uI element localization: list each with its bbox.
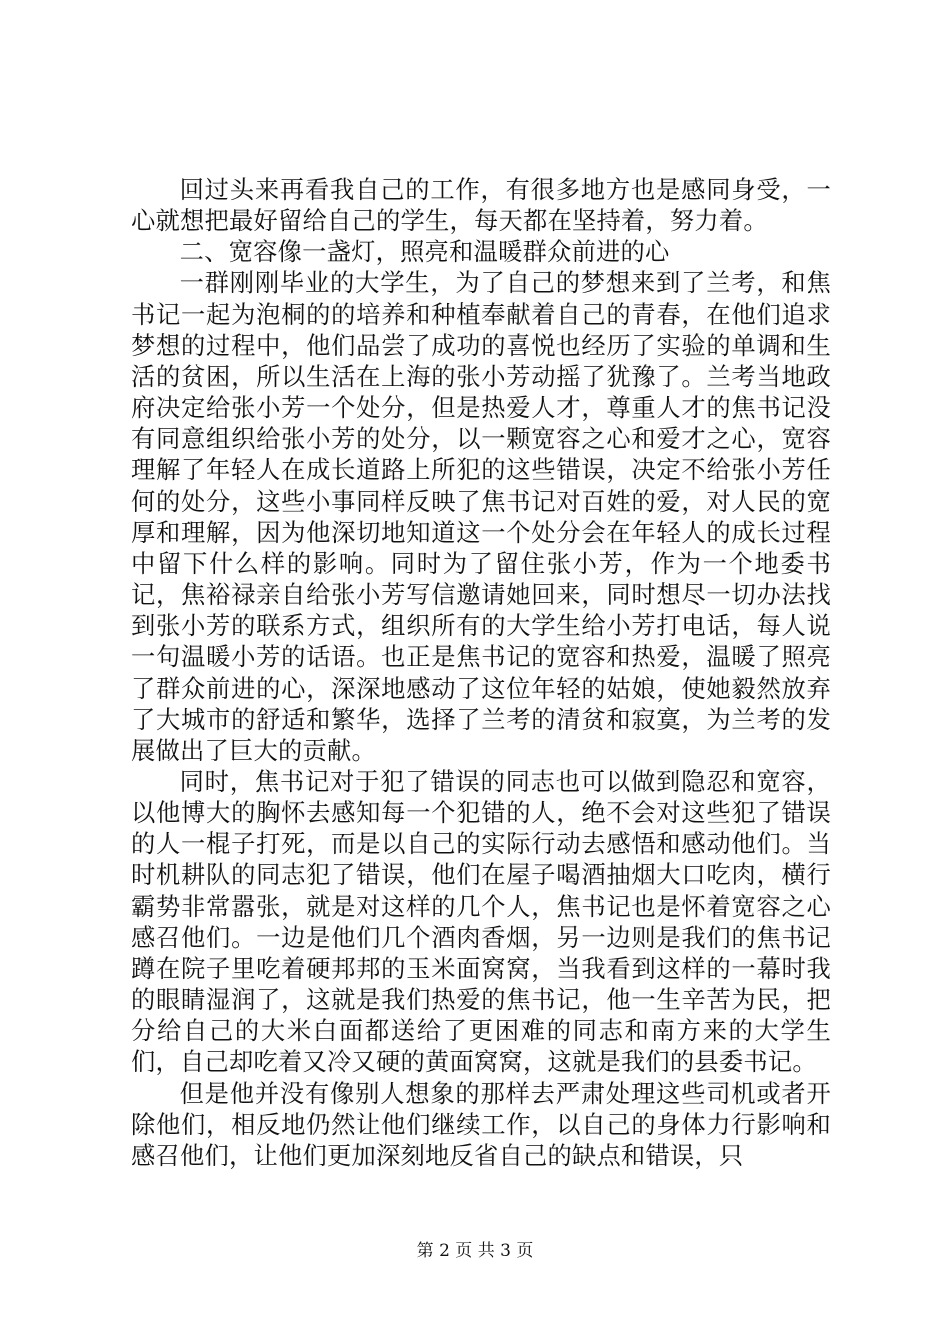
section-heading-tolerance: 二、宽容像一盏灯，照亮和温暖群众前进的心 bbox=[179, 237, 670, 267]
paragraph-reflection: 回过头来再看我自己的工作，有很多地方也是感同身受，一心就想把最好留给自己的学生，每天都在坚持着，努力着。 bbox=[131, 175, 831, 236]
paragraph-tolerance-mistakes: 同时，焦书记对于犯了错误的同志也可以做到隐忍和宽容，以他博大的胸怀去感知每一个犯错的人，绝不会对这些犯了错误的人一棍子打死，而是以自己的实际行动去感悟和感动他们。当时机耕队的同志犯了错误，他们在屋子喝酒抽烟大口吃肉，横行霸势非常嚣张，就是对这样的几个人，焦书记也是怀着宽容之心感召他们。一边是他们几个酒肉香烟，另一边则是我们的焦书记蹲在院子里吃着硬邦邦的玉米面窝窝，当我看到这样的一幕时我的眼睛湿润了，这就是我们热爱的焦书记，他一生辛苦为民，把分给自己的大米白面都送给了更困难的同志和南方来的大学生们，自己却吃着又冷又硬的黄面窝窝，这就是我们的县委书记。 bbox=[131, 766, 831, 1077]
body-text bbox=[131, 174, 831, 1171]
page-number-footer: 第 2 页 共 3 页 bbox=[416, 1241, 534, 1261]
paragraph-graduates: 一群刚刚毕业的大学生，为了自己的梦想来到了兰考，和焦书记一起为泡桐的的培养和种植奉献着自己的青春，在他们追求梦想的过程中，他们品尝了成功的喜悦也经历了实验的单调和生活的贫困，所以生活在上海的张小芳动摇了犹豫了。兰考当地政府决定给张小芳一个处分，但是热爱人才，尊重人才的焦书记没有同意组织给张小芳的处分，以一颗宽容之心和爱才之心，宽容理解了年轻人在成长道路上所犯的这些错误，决定不给张小芳任何的处分，这些小事同样反映了焦书记对百姓的爱，对人民的宽厚和理解，因为他深切地知道这一个处分会在年轻人的成长过程中留下什么样的影响。同时为了留住张小芳，作为一个地委书记，焦裕禄亲自给张小芳写信邀请她回来，同时想尽一切办法找到张小芳的联系方式，组织所有的大学生给小芳打电话，每人说一句温暖小芳的话语。也正是焦书记的宽容和热爱，温暖了照亮了群众前进的心，深深地感动了这位年轻的姑娘，使她毅然放弃了大城市的舒适和繁华，选择了兰考的清贫和寂寞，为兰考的发展做出了巨大的贡献。 bbox=[131, 268, 831, 765]
paragraph-drivers: 但是他并没有像别人想象的那样去严肃处理这些司机或者开除他们，相反地仍然让他们继续工作，以自己的身体力行影响和感召他们，让他们更加深刻地反省自己的缺点和错误，只 bbox=[131, 1078, 831, 1170]
